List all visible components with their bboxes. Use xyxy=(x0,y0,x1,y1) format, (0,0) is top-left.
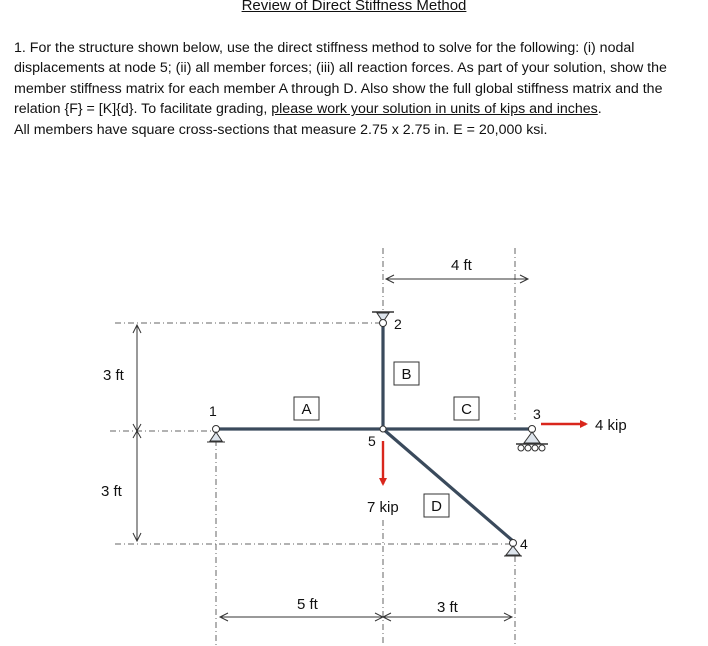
problem-period: . xyxy=(597,101,602,118)
node-5-label: 5 xyxy=(368,433,376,449)
member-d-line xyxy=(383,429,513,541)
load-4kip-label: 4 kip xyxy=(595,417,627,434)
node-1-label: 1 xyxy=(209,403,217,419)
member-a-label: A xyxy=(301,401,312,418)
member-b-label: B xyxy=(401,366,412,383)
problem-number: 1. xyxy=(14,40,26,56)
member-d-label: D xyxy=(431,498,442,515)
units-instruction: please work your solution in units of kips and inches xyxy=(271,101,598,118)
member-c-label: C xyxy=(461,401,472,418)
node-2-label: 2 xyxy=(394,316,402,332)
node-3-label: 3 xyxy=(533,406,541,422)
problem-text: For the structure shown below, use the direct stiffness method to solve for the following: (i) nodal displacements at node 5; (ii) all member forces; (iii) all reaction forces. As part of your solution, show the member stiffness matrix for each member A through D. Also show the full global stiffness matrix and the relation {F} = [K]{d}. To facilitate grading, xyxy=(14,40,667,118)
reference-lines xyxy=(110,248,515,645)
page-title: Review of Direct Stiffness Method xyxy=(241,0,467,14)
dim-bottom-3ft-label: 3 ft xyxy=(437,599,458,616)
dimension-lines xyxy=(133,275,528,621)
member-properties: All members have square cross-sections that measure 2.75 x 2.75 in. E = 20,000 ksi. xyxy=(14,121,548,138)
support-node-2 xyxy=(372,312,394,327)
dim-left-lower-label: 3 ft xyxy=(101,483,122,500)
dim-left-upper-label: 3 ft xyxy=(103,367,124,384)
dim-4ft-label: 4 ft xyxy=(451,257,472,274)
dim-bottom-5ft-label: 5 ft xyxy=(297,596,318,613)
load-7kip-label: 7 kip xyxy=(367,499,399,516)
node-4-label: 4 xyxy=(520,536,528,552)
node-5-joint xyxy=(380,426,386,432)
